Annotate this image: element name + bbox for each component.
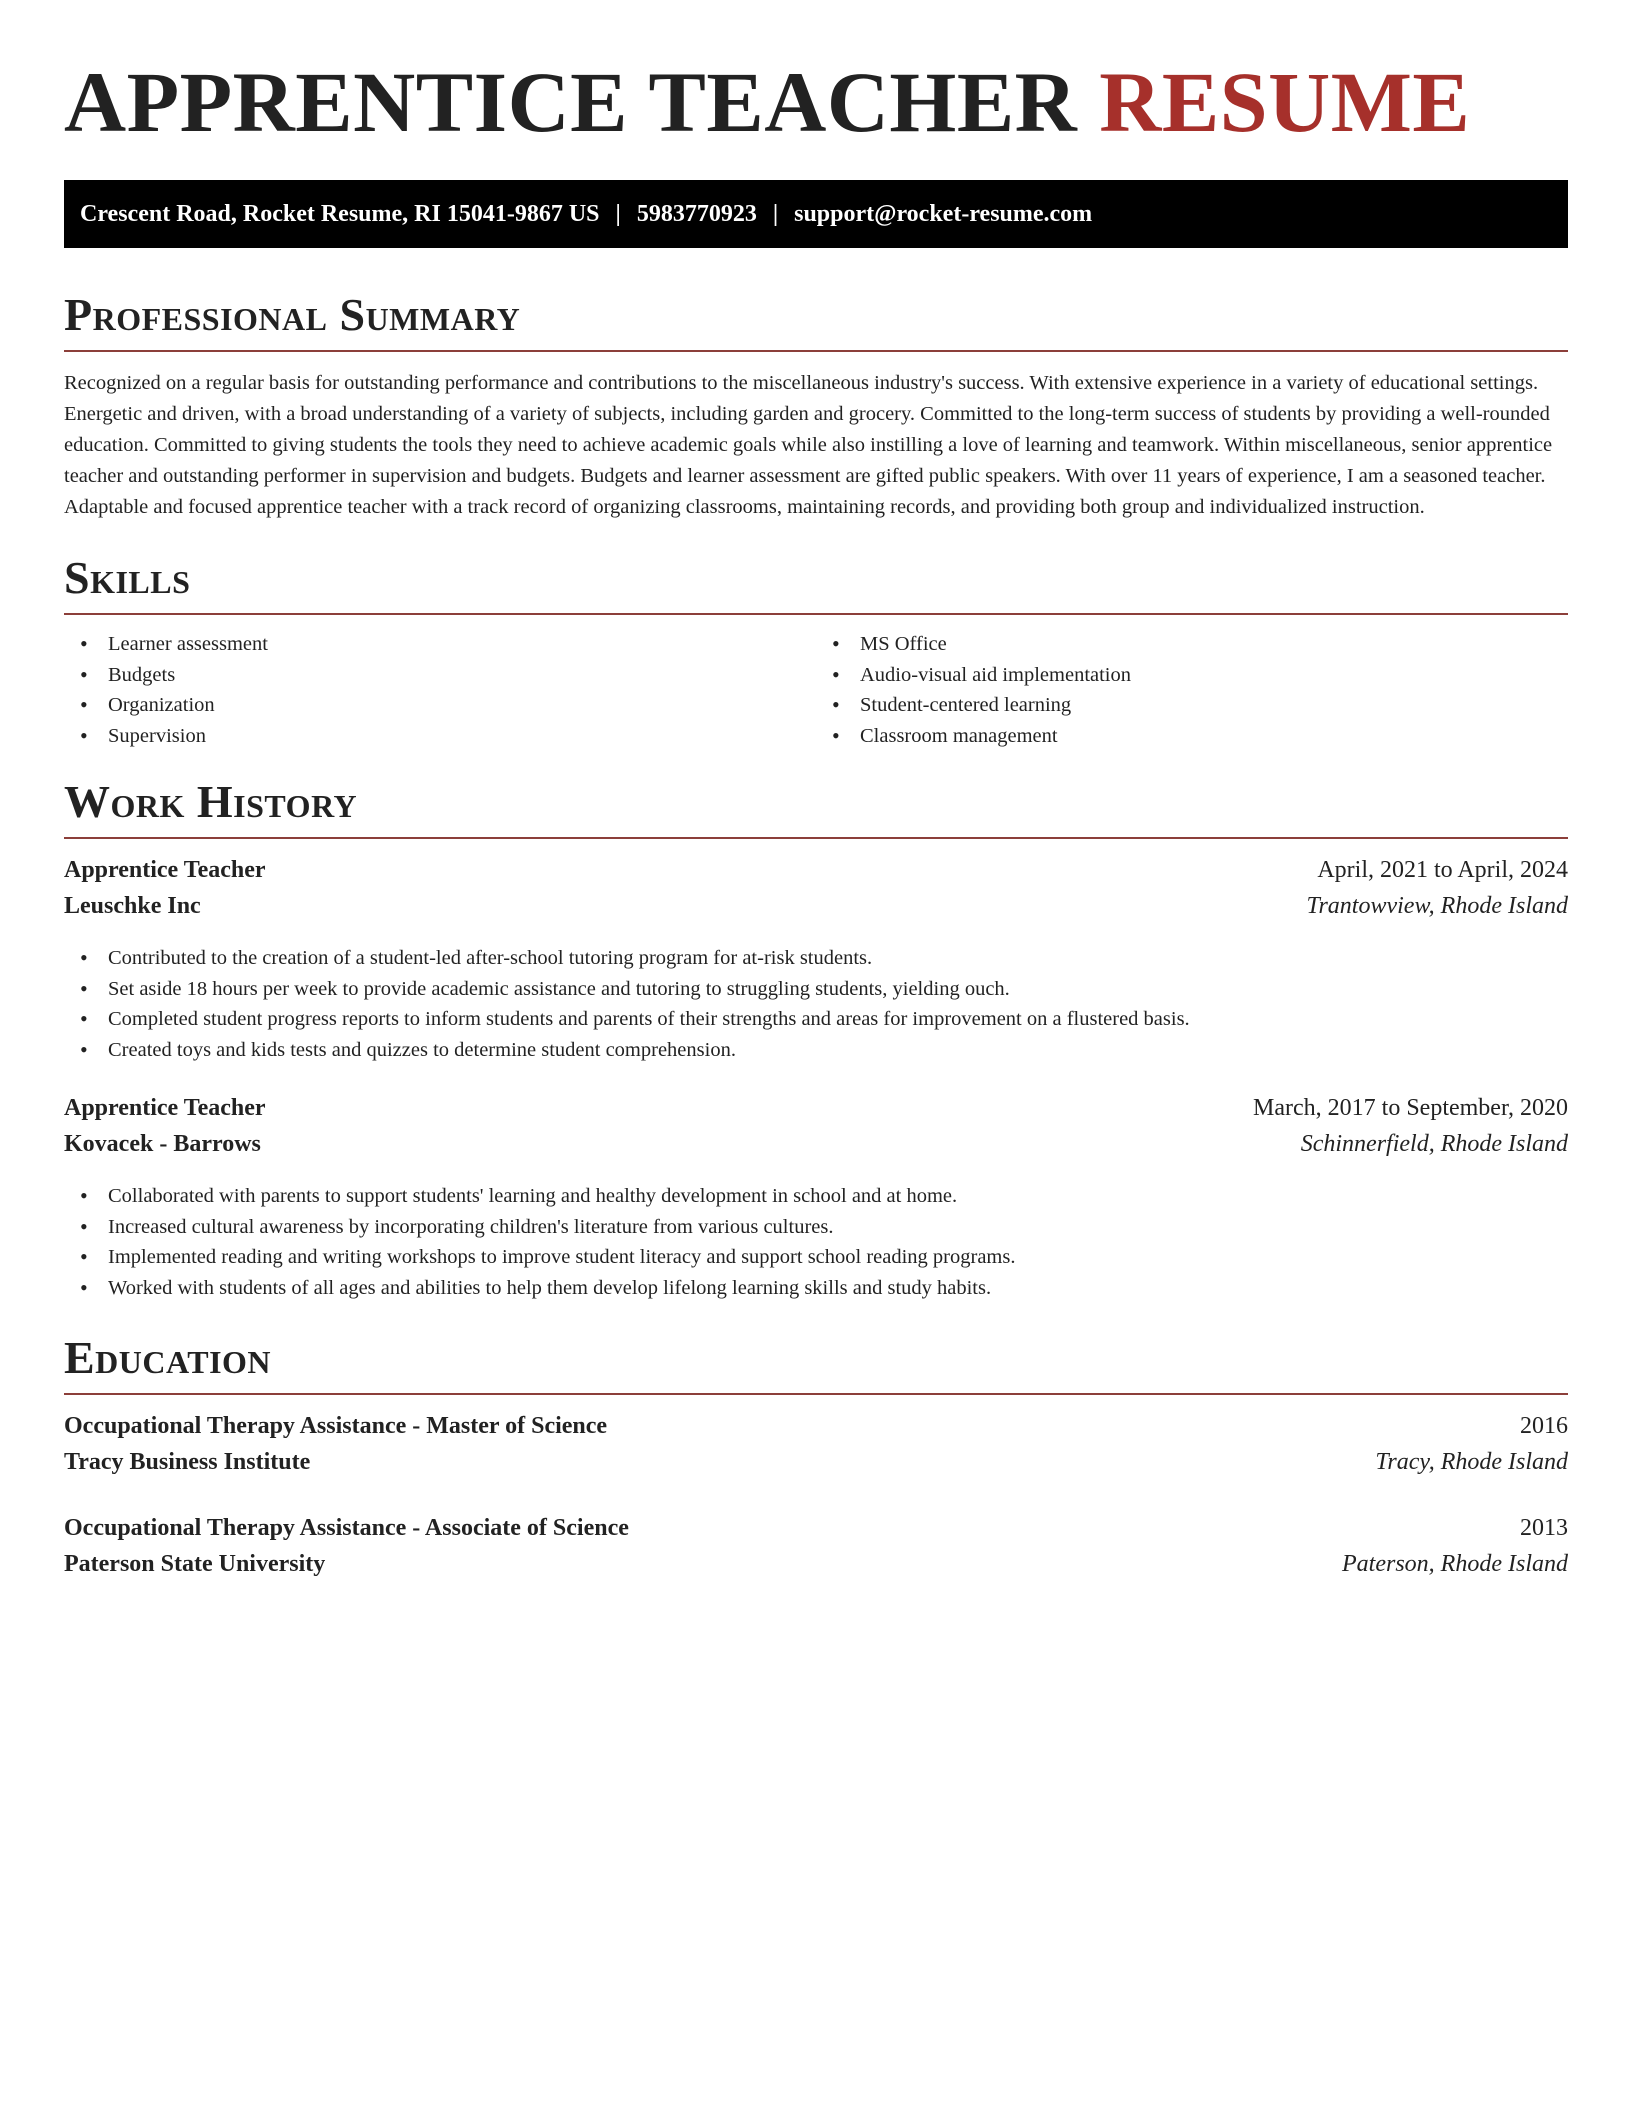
job-bullet: • Completed student progress reports to inform students and parents of their strengths and areas for improvement on a flustered basis. — [64, 1004, 1568, 1035]
section-divider — [64, 350, 1568, 352]
education-degree: Occupational Therapy Assistance - Master of Science — [64, 1413, 608, 1439]
education-year: 2016 — [1520, 1413, 1568, 1439]
job-bullet: • Created toys and kids tests and quizzes to determine student comprehension. — [64, 1035, 1568, 1066]
job-bullet: • Implemented reading and writing workshops to improve student literacy and support school reading programs. — [64, 1242, 1568, 1273]
skills-grid — [64, 629, 1568, 751]
work-history-section — [64, 775, 1568, 1303]
education-school: Paterson State University — [64, 1551, 326, 1577]
education-degree-row — [64, 1515, 1568, 1551]
job-bullets — [64, 1181, 1568, 1303]
education-school-row — [64, 1449, 1568, 1485]
education-year: 2013 — [1520, 1515, 1568, 1541]
job-header-row — [64, 1095, 1568, 1131]
contact-address: Crescent Road, Rocket Resume, RI 15041-9867 US — [80, 200, 600, 227]
work-history-heading: Work History — [64, 776, 358, 827]
skill-item: • Budgets — [64, 660, 816, 691]
education-degree: Occupational Therapy Assistance - Associate of Science — [64, 1515, 629, 1541]
job-entry — [64, 857, 1568, 1065]
education-heading: Education — [64, 1332, 272, 1383]
summary-text: Recognized on a regular basis for outstanding performance and contributions to the miscellaneous industry's success. With extensive experience in a variety of educational settings. Energetic and driven, with a broad understanding of a variety of subjects, including garden and grocery. Committed to the long-term success of students by providing a well-rounded education. Committed to giving students the tools they need to achieve academic goals while also instilling a love of learning and teamwork. Within miscellaneous, senior apprentice teacher and outstanding performer in supervision and budgets. Budgets and learner assessment are gifted public speakers. With over 11 years of experience, I am a seasoned teacher. Adaptable and focused apprentice teacher with a track record of organizing classrooms, maintaining records, and providing both group and individualized instruction. — [64, 372, 1553, 518]
skills-section — [64, 551, 1568, 751]
resume-title — [64, 52, 1568, 152]
job-company-row — [64, 1131, 1568, 1167]
education-school: Tracy Business Institute — [64, 1449, 311, 1475]
job-bullets — [64, 943, 1568, 1065]
education-entry — [64, 1515, 1568, 1587]
section-divider — [64, 837, 1568, 839]
job-company: Kovacek - Barrows — [64, 1131, 261, 1157]
skills-column-right — [816, 629, 1568, 751]
summary-heading: Professional Summary — [64, 289, 521, 340]
education-location: Tracy, Rhode Island — [1375, 1449, 1568, 1475]
skill-item: • Learner assessment — [64, 629, 816, 660]
education-degree-row — [64, 1413, 1568, 1449]
job-bullet: • Collaborated with parents to support students' learning and healthy development in school and at home. — [64, 1181, 1568, 1212]
contact-phone: 5983770923 — [636, 200, 757, 227]
skill-item: • Supervision — [64, 721, 816, 752]
title-accent: RESUME — [1099, 54, 1471, 150]
skills-column-left — [64, 629, 816, 751]
contact-bar — [64, 180, 1568, 248]
job-company-row — [64, 893, 1568, 929]
education-location: Paterson, Rhode Island — [1342, 1551, 1568, 1577]
education-section — [64, 1331, 1568, 1587]
job-entry — [64, 1095, 1568, 1303]
job-location: Trantowview, Rhode Island — [1306, 893, 1568, 919]
education-school-row — [64, 1551, 1568, 1587]
job-dates: April, 2021 to April, 2024 — [1317, 857, 1568, 883]
skill-item: • Student-centered learning — [816, 690, 1568, 721]
skill-item: • Classroom management — [816, 721, 1568, 752]
job-bullet: • Increased cultural awareness by incorporating children's literature from various cultures. — [64, 1212, 1568, 1243]
education-entry — [64, 1413, 1568, 1485]
skill-item: • Organization — [64, 690, 816, 721]
skill-item: • MS Office — [816, 629, 1568, 660]
job-title: Apprentice Teacher — [64, 1095, 266, 1121]
section-divider — [64, 613, 1568, 615]
section-divider — [64, 1393, 1568, 1395]
contact-separator: | — [772, 200, 779, 227]
contact-email: support@rocket-resume.com — [794, 200, 1093, 227]
job-location: Schinnerfield, Rhode Island — [1300, 1131, 1568, 1157]
job-header-row — [64, 857, 1568, 893]
job-bullet: • Set aside 18 hours per week to provide academic assistance and tutoring to struggling students, yielding ouch. — [64, 974, 1568, 1005]
skill-item: • Audio-visual aid implementation — [816, 660, 1568, 691]
contact-separator: | — [615, 200, 621, 227]
summary-section — [64, 288, 1568, 523]
title-main: APPRENTICE TEACHER — [64, 54, 1078, 150]
job-bullet: • Worked with students of all ages and abilities to help them develop lifelong learning skills and study habits. — [64, 1273, 1568, 1304]
job-title: Apprentice Teacher — [64, 857, 266, 883]
skills-heading: Skills — [64, 552, 191, 603]
job-company: Leuschke Inc — [64, 893, 201, 919]
job-bullet: • Contributed to the creation of a student-led after-school tutoring program for at-risk students. — [64, 943, 1568, 974]
job-dates: March, 2017 to September, 2020 — [1253, 1095, 1568, 1121]
